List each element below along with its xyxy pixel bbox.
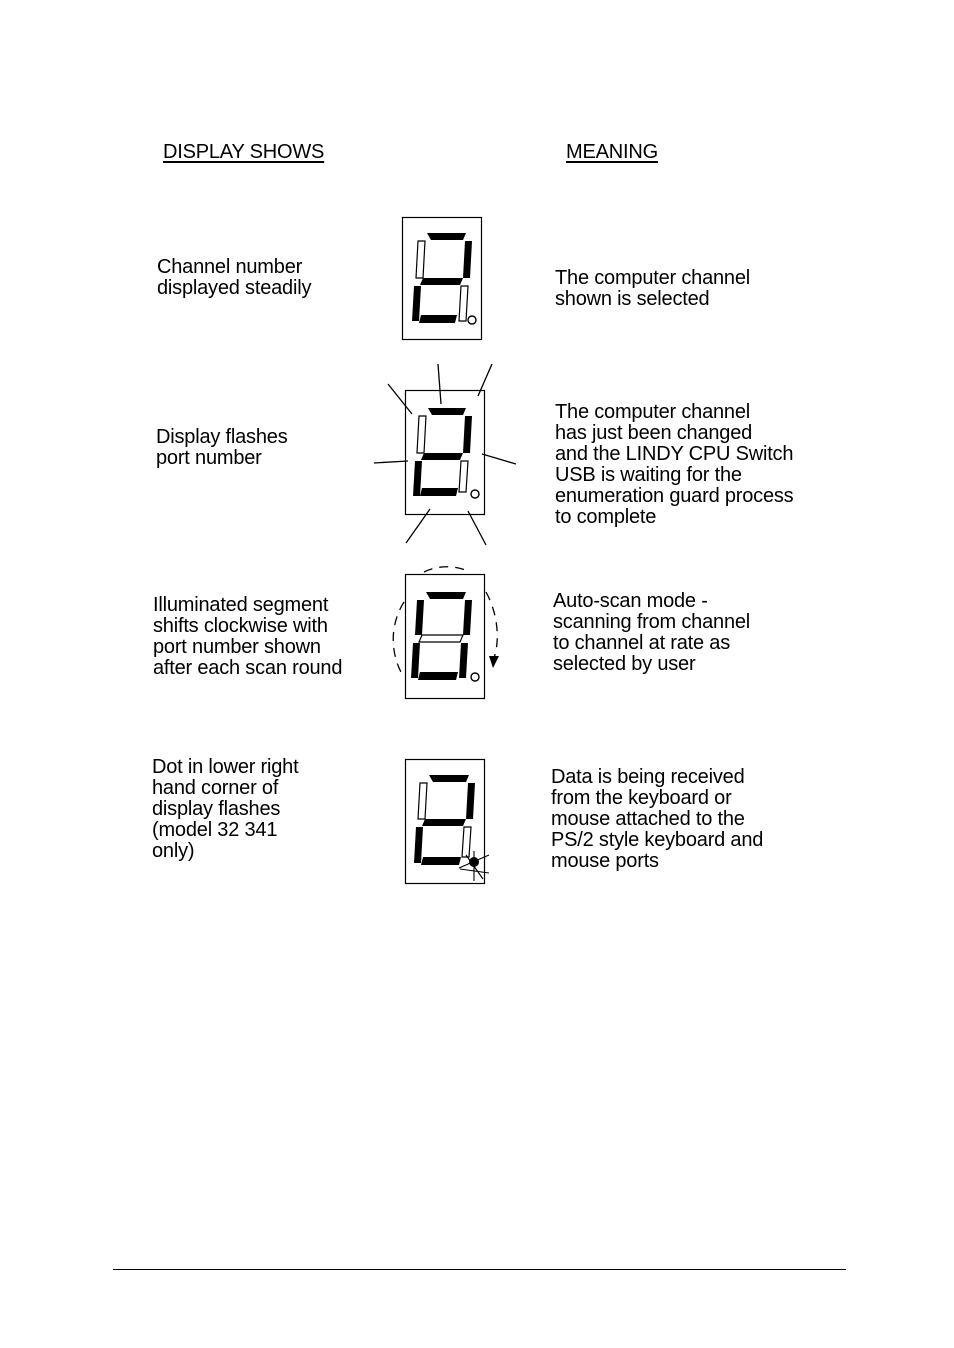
row-3-meaning-text: Auto-scan mode - scanning from channel to channel at rate as selected by user [553, 590, 751, 675]
seven-segment-display-flashing [370, 360, 520, 550]
footer-rule [113, 1269, 846, 1270]
display-shows-header: DISPLAY SHOWS [163, 141, 325, 163]
row-4-display-text: Dot in lower right hand corner of display flashes (model 32 341 only) [152, 756, 299, 862]
row-1-meaning-text: The computer channel shown is selected [555, 267, 751, 310]
row-2-display-text: Display flashes port number [156, 426, 288, 469]
row-1-display-text: Channel number displayed steadily [157, 256, 312, 299]
seven-segment-display-dot-flashing [403, 757, 495, 887]
seven-segment-display-steady [400, 216, 484, 342]
meaning-header: MEANING [566, 141, 658, 163]
seven-segment-display-autoscan [388, 562, 508, 702]
row-4-meaning-text: Data is being received from the keyboard or mouse attached to the PS/2 style keyboard and mouse ports [551, 766, 764, 872]
row-3-display-text: Illuminated segment shifts clockwise with port number shown after each scan round [153, 594, 343, 679]
row-2-meaning-text: The computer channel has just been changed and the LINDY CPU Switch USB is waiting for the enumeration guard process to complete [555, 401, 794, 528]
